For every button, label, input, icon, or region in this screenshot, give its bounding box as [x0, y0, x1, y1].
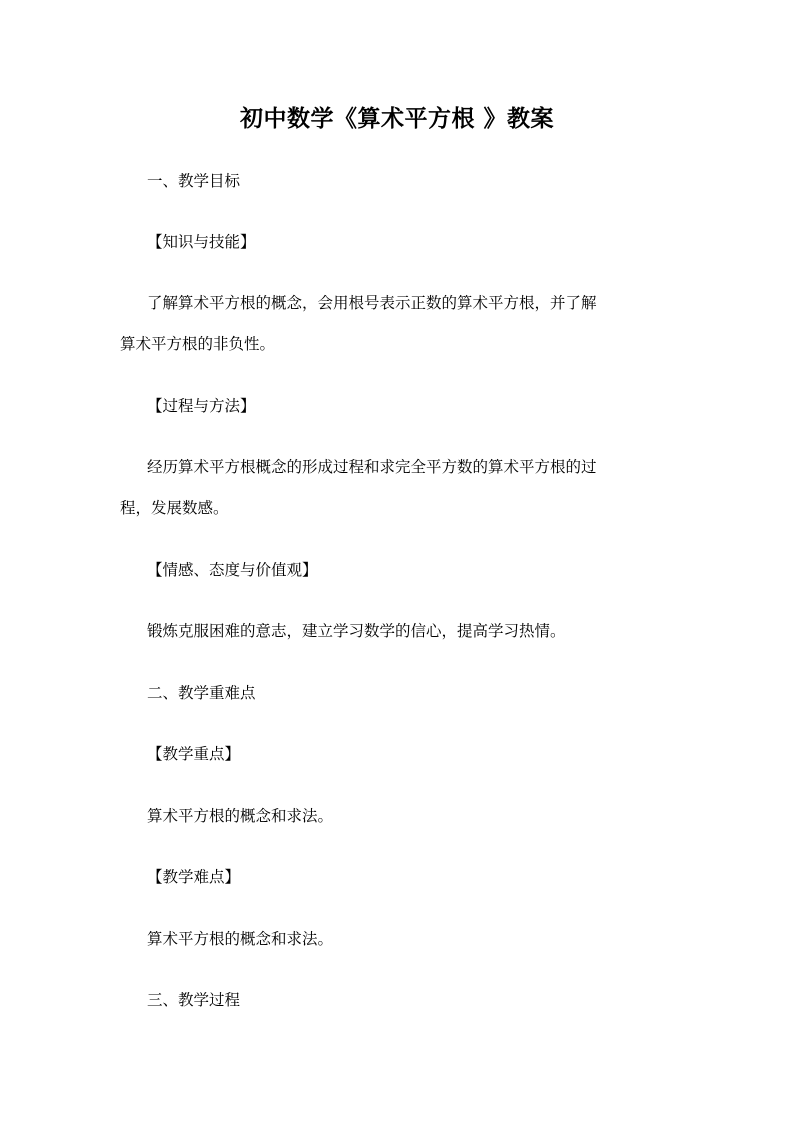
subheading-difficult-point: 【教学难点】: [147, 868, 241, 886]
section-heading-teaching-goals: 一、教学目标: [147, 172, 241, 190]
subheading-emotion-values: 【情感、态度与价值观】: [147, 561, 318, 579]
paragraph-key-point: 算术平方根的概念和求法。: [147, 807, 334, 825]
paragraph-process-line-1: 经历算术平方根概念的形成过程和求完全平方数的算术平方根的过: [147, 458, 597, 476]
subheading-process-methods: 【过程与方法】: [147, 397, 256, 415]
paragraph-knowledge-line-1: 了解算术平方根的概念，会用根号表示正数的算术平方根，并了解: [147, 294, 597, 312]
section-heading-teaching-process: 三、教学过程: [147, 991, 241, 1009]
paragraph-knowledge-line-2: 算术平方根的非负性。: [120, 335, 276, 353]
subheading-key-point: 【教学重点】: [147, 745, 241, 763]
paragraph-process-line-2: 程，发展数感。: [120, 499, 229, 517]
document-title: 初中数学《算术平方根 》教案: [239, 106, 554, 132]
section-heading-key-difficult-points: 二、教学重难点: [147, 684, 256, 702]
subheading-knowledge-skills: 【知识与技能】: [147, 233, 256, 251]
paragraph-emotion: 锻炼克服困难的意志，建立学习数学的信心，提高学习热情。: [147, 622, 566, 640]
paragraph-difficult-point: 算术平方根的概念和求法。: [147, 930, 334, 948]
